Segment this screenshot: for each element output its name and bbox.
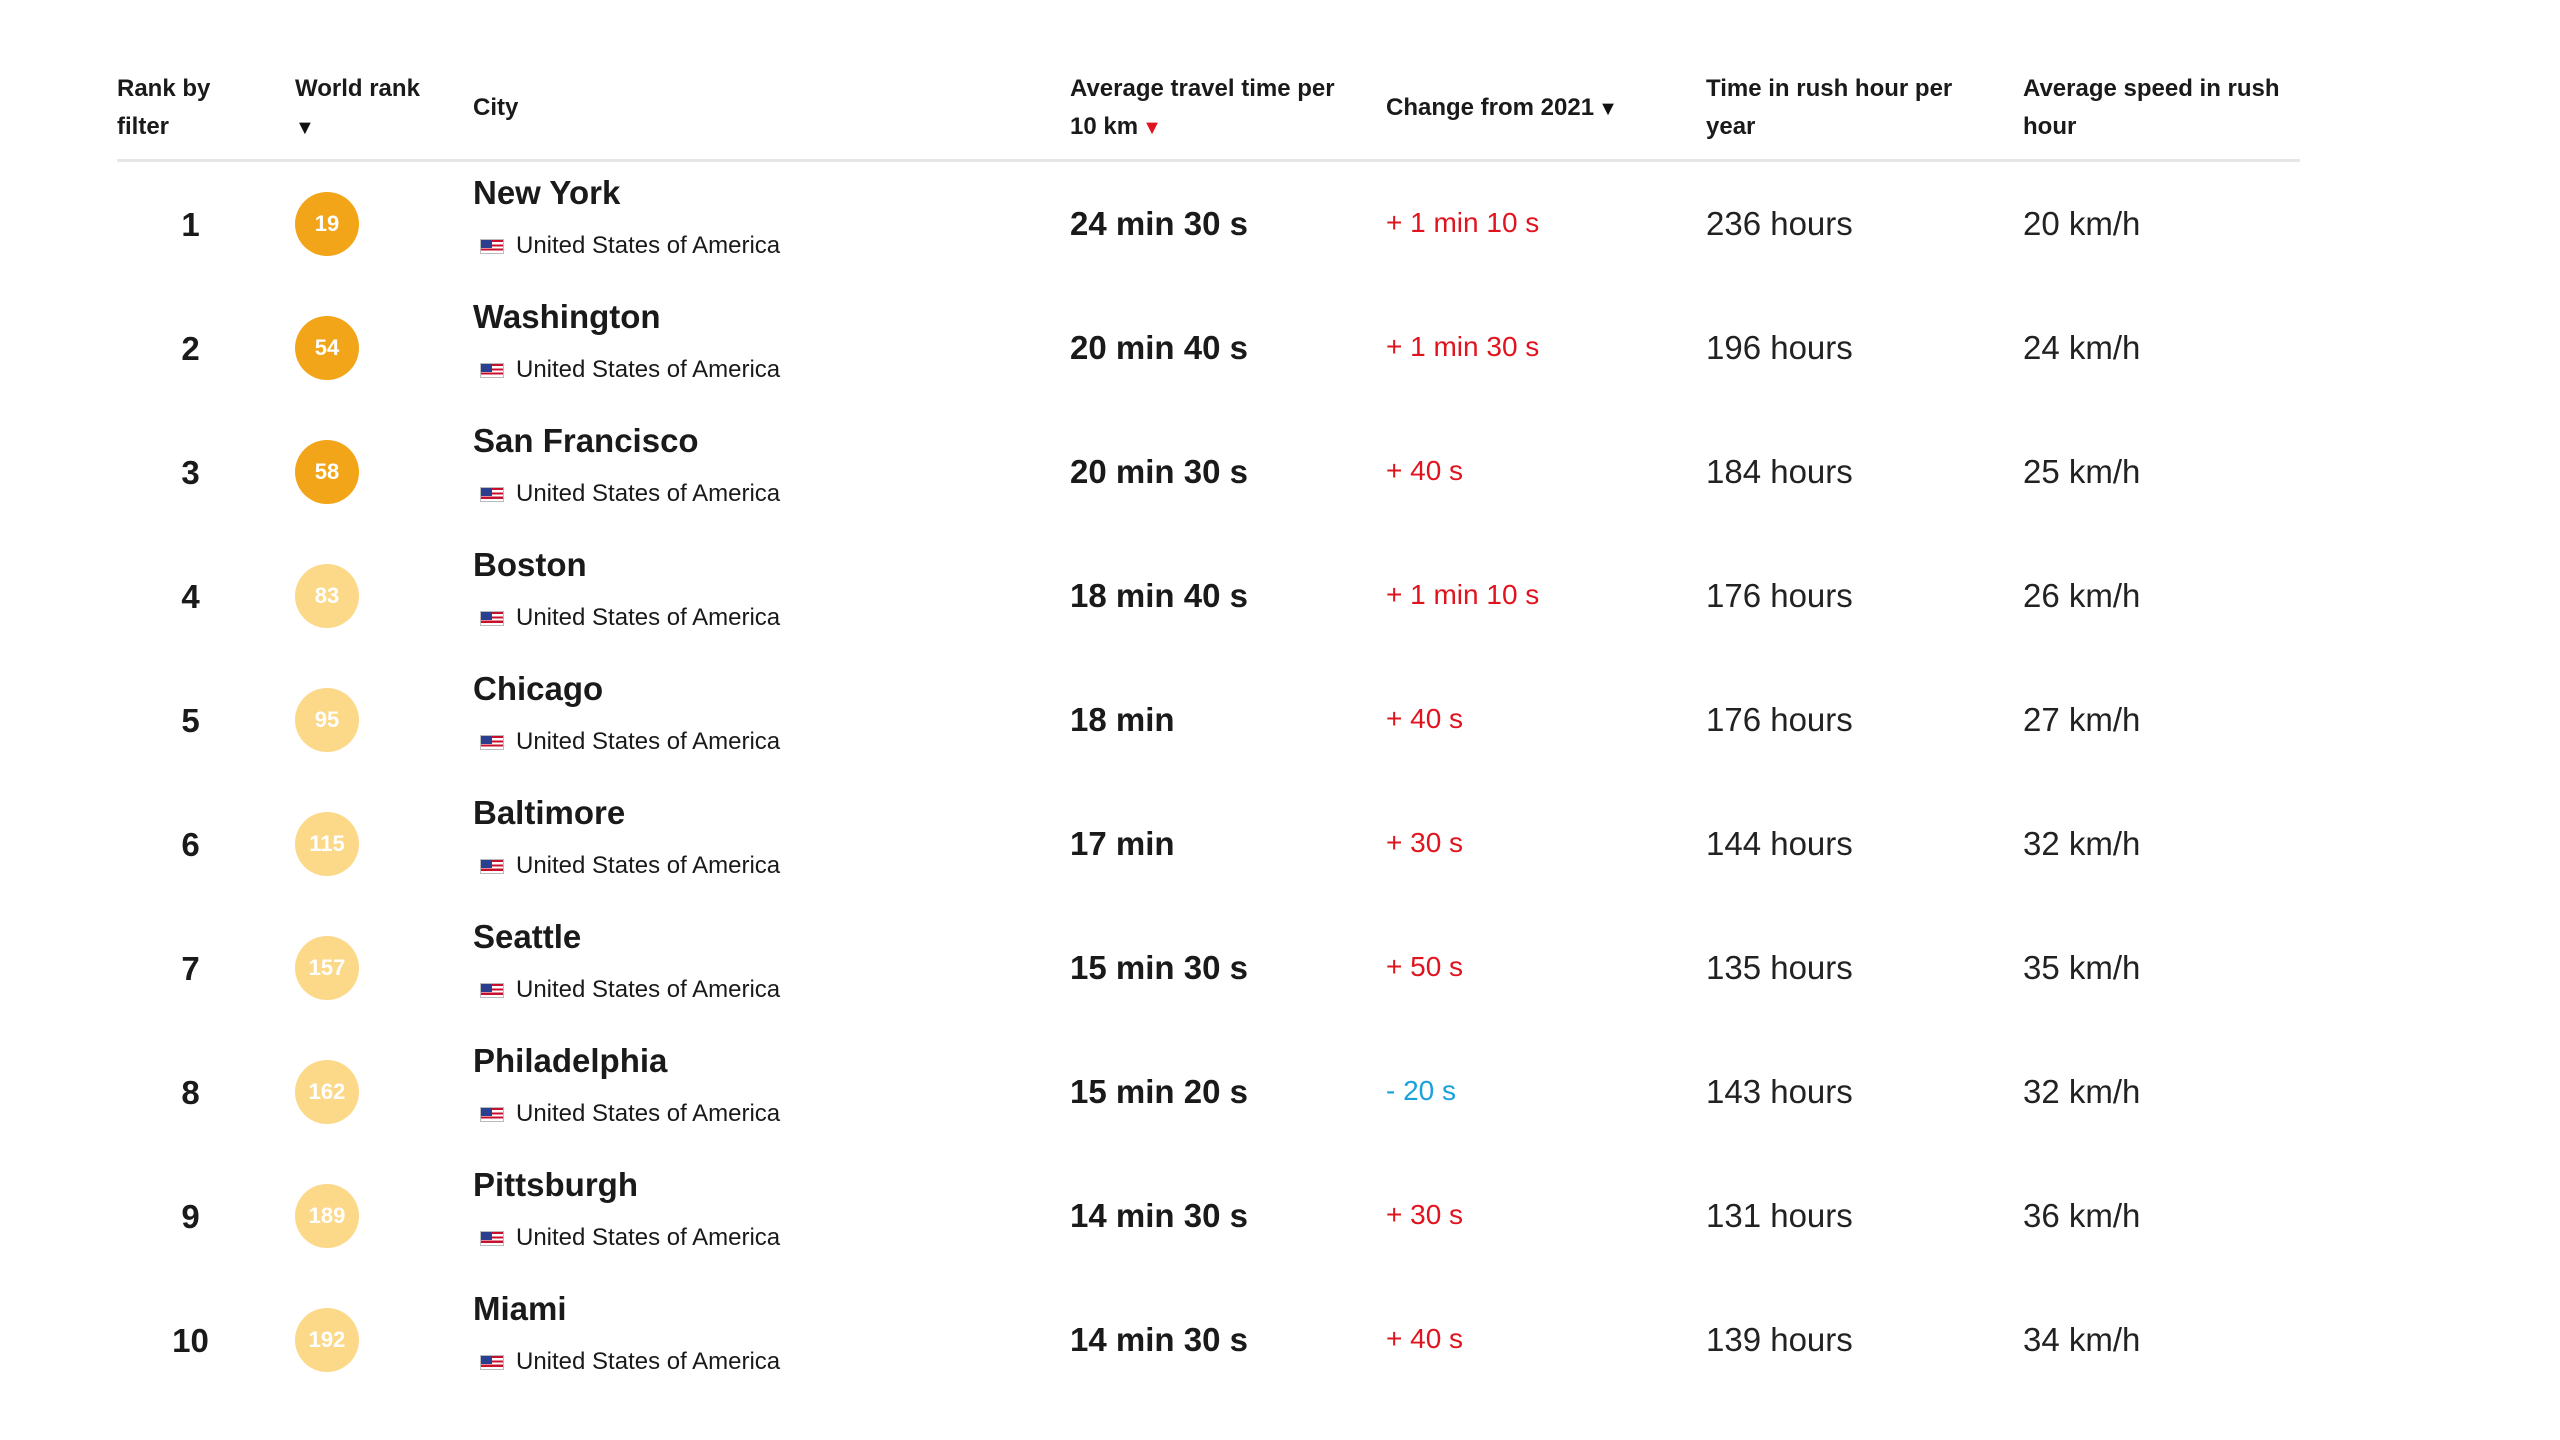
us-flag-icon [480,611,504,626]
avg-travel-time: 20 min 30 s [1070,453,1248,490]
country-label [480,728,780,756]
table-row[interactable] [117,1154,2300,1278]
header-city-label: City [473,94,519,121]
rush-hour-time: 139 hours [1706,1321,1853,1358]
avg-speed: 20 km/h [2023,205,2141,242]
us-flag-icon [480,859,504,874]
rank-by-filter: 3 [181,454,200,491]
rank-by-filter: 8 [181,1074,200,1111]
city-name[interactable]: Chicago [473,670,604,707]
table-row[interactable] [117,906,2300,1030]
avg-speed: 35 km/h [2023,949,2141,986]
rank-by-filter: 7 [181,950,200,987]
change-from-2021: + 1 min 10 s [1386,207,1540,238]
table-row[interactable] [117,162,2300,286]
sort-down-icon: ▼ [295,117,315,139]
table-header [117,64,2300,162]
header-city[interactable] [473,89,1053,127]
table-row[interactable] [117,1278,2300,1402]
rush-hour-time: 176 hours [1706,577,1853,614]
country-label [480,232,780,260]
city-name[interactable]: Philadelphia [473,1042,668,1079]
country-name: United States of America [516,480,781,507]
change-from-2021: + 1 min 10 s [1386,579,1540,610]
header-rank-by-filter[interactable] [117,70,267,146]
city-ranking-table [117,64,2300,1402]
change-from-2021: + 40 s [1386,703,1464,734]
header-change-label: Change from 2021 [1386,94,1595,121]
us-flag-icon [480,1355,504,1370]
rush-hour-time: 143 hours [1706,1073,1853,1110]
country-label [480,356,780,384]
us-flag-icon [480,1231,504,1246]
avg-travel-time: 15 min 20 s [1070,1073,1248,1110]
avg-speed: 36 km/h [2023,1197,2141,1234]
avg-travel-time: 20 min 40 s [1070,329,1248,366]
change-from-2021: + 30 s [1386,1199,1464,1230]
table-row[interactable] [117,410,2300,534]
city-name[interactable]: Washington [473,298,661,335]
rank-by-filter: 5 [181,702,200,739]
header-rush-hour-time[interactable] [1706,70,1986,146]
city-name[interactable]: Baltimore [473,794,626,831]
country-label [480,604,780,632]
world-rank-badge: 192 [295,1308,359,1372]
city-name[interactable]: San Francisco [473,422,699,459]
change-from-2021: + 40 s [1386,455,1464,486]
header-avg-speed[interactable] [2023,70,2300,146]
header-speed-line2: hour [2023,113,2077,140]
change-from-2021: + 30 s [1386,827,1464,858]
avg-travel-time: 15 min 30 s [1070,949,1248,986]
country-name: United States of America [516,1348,781,1375]
world-rank-badge: 189 [295,1184,359,1248]
avg-speed: 25 km/h [2023,453,2141,490]
header-rank-line2: filter [117,113,170,140]
header-rush-line1: Time in rush hour per [1706,75,1953,102]
change-from-2021: + 40 s [1386,1323,1464,1354]
city-name[interactable]: Pittsburgh [473,1166,638,1203]
avg-speed: 27 km/h [2023,701,2141,738]
rank-by-filter: 6 [181,826,200,863]
rush-hour-time: 144 hours [1706,825,1853,862]
country-name: United States of America [516,976,781,1003]
country-label [480,976,780,1004]
avg-travel-time: 24 min 30 s [1070,205,1248,242]
table-row[interactable] [117,1030,2300,1154]
us-flag-icon [480,735,504,750]
country-label [480,852,780,880]
world-rank-badge: 115 [295,812,359,876]
header-avg-line1: Average travel time per [1070,75,1335,102]
rank-by-filter: 10 [172,1322,209,1359]
sort-down-icon: ▼ [1598,98,1618,120]
us-flag-icon [480,487,504,502]
us-flag-icon [480,1107,504,1122]
avg-travel-time: 14 min 30 s [1070,1197,1248,1234]
header-speed-line1: Average speed in rush [2023,75,2280,102]
rank-by-filter: 4 [181,578,200,615]
change-from-2021: - 20 s [1386,1075,1457,1106]
avg-speed: 32 km/h [2023,1073,2141,1110]
world-rank-badge: 157 [295,936,359,1000]
header-avg-line2: 10 km [1070,113,1139,140]
world-rank-badge: 19 [295,192,359,256]
rush-hour-time: 236 hours [1706,205,1853,242]
country-label [480,1224,780,1252]
avg-travel-time: 18 min [1070,701,1175,738]
header-rank-line1: Rank by [117,75,211,102]
country-name: United States of America [516,604,781,631]
us-flag-icon [480,239,504,254]
header-rush-line2: year [1706,113,1756,140]
city-name[interactable]: Boston [473,546,587,583]
rank-by-filter: 1 [181,206,200,243]
city-name[interactable]: Miami [473,1290,567,1327]
country-name: United States of America [516,356,781,383]
us-flag-icon [480,983,504,998]
avg-speed: 24 km/h [2023,329,2141,366]
change-from-2021: + 1 min 30 s [1386,331,1540,362]
country-name: United States of America [516,1100,781,1127]
active-sort-down-icon: ▼ [1142,117,1162,139]
avg-travel-time: 18 min 40 s [1070,577,1248,614]
header-world-rank-label: World rank [295,75,420,102]
avg-speed: 26 km/h [2023,577,2141,614]
country-label [480,1348,780,1376]
country-label [480,1100,780,1128]
rush-hour-time: 131 hours [1706,1197,1853,1234]
us-flag-icon [480,363,504,378]
world-rank-badge: 58 [295,440,359,504]
table-row[interactable] [117,286,2300,410]
avg-speed: 34 km/h [2023,1321,2141,1358]
country-name: United States of America [516,232,781,259]
city-name[interactable]: Seattle [473,918,582,955]
rank-by-filter: 9 [181,1198,200,1235]
header-world-rank[interactable] [295,70,465,147]
country-label [480,480,780,508]
world-rank-badge: 162 [295,1060,359,1124]
rush-hour-time: 196 hours [1706,329,1853,366]
header-change-from-2021[interactable] [1386,89,1666,128]
rank-by-filter: 2 [181,330,200,367]
change-from-2021: + 50 s [1386,951,1464,982]
world-rank-badge: 95 [295,688,359,752]
country-name: United States of America [516,728,781,755]
city-name[interactable]: New York [473,174,621,211]
table-row[interactable] [117,782,2300,906]
table-body [117,162,2300,1402]
world-rank-badge: 83 [295,564,359,628]
avg-travel-time: 17 min [1070,825,1175,862]
country-name: United States of America [516,1224,781,1251]
avg-speed: 32 km/h [2023,825,2141,862]
country-name: United States of America [516,852,781,879]
rush-hour-time: 135 hours [1706,949,1853,986]
rush-hour-time: 176 hours [1706,701,1853,738]
header-avg-travel-time[interactable] [1070,70,1370,147]
table-row[interactable] [117,534,2300,658]
rush-hour-time: 184 hours [1706,453,1853,490]
avg-travel-time: 14 min 30 s [1070,1321,1248,1358]
table-row[interactable] [117,658,2300,782]
world-rank-badge: 54 [295,316,359,380]
